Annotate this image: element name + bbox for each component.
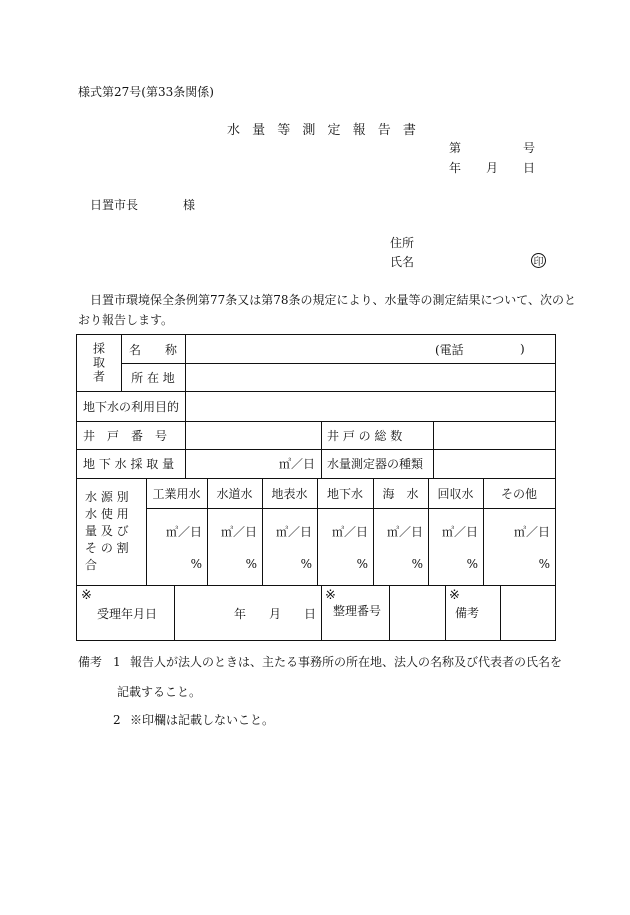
purpose-label: 地下水の利用目的 bbox=[83, 399, 180, 414]
source-header-2: 地表水 bbox=[271, 486, 308, 501]
receipt-year: 年 bbox=[234, 607, 247, 621]
intake-label: 地 下 水 採 取 量 bbox=[83, 457, 175, 471]
source-unit-percent: % bbox=[300, 557, 312, 571]
document-number-prefix: 第 bbox=[449, 141, 462, 155]
source-unit-m3: ㎥／日 bbox=[513, 525, 550, 539]
receipt-date-label: 受理年月日 bbox=[97, 607, 158, 621]
intake-field[interactable] bbox=[185, 449, 321, 478]
receipt-date-field[interactable] bbox=[174, 585, 321, 640]
meter-type-field[interactable] bbox=[433, 449, 555, 478]
date-day: 日 bbox=[523, 161, 536, 175]
form-number: 様式第27号(第33条関係) bbox=[78, 85, 214, 99]
source-value-6[interactable] bbox=[483, 508, 555, 585]
remarks-field[interactable] bbox=[500, 585, 555, 640]
intro-line-1: 日置市環境保全条例第77条又は第78条の規定により、水量等の測定結果について、次のと bbox=[90, 293, 577, 307]
note-1-line-1: 報告人が法人のときは、主たる事務所の所在地、法人の名称及び代表者の氏名を bbox=[130, 655, 563, 669]
note-1-line-2: 記載すること。 bbox=[117, 685, 202, 699]
note-2-number: 2 bbox=[113, 713, 121, 727]
source-unit-percent: % bbox=[356, 557, 368, 571]
source-unit-percent: % bbox=[190, 557, 202, 571]
source-value-4[interactable] bbox=[373, 508, 428, 585]
source-unit-percent: % bbox=[411, 557, 423, 571]
document-number-suffix: 号 bbox=[523, 141, 536, 155]
remarks-label: 備考 bbox=[455, 606, 480, 620]
source-unit-percent: % bbox=[538, 557, 550, 571]
source-value-5[interactable] bbox=[428, 508, 483, 585]
source-header-4: 海 水 bbox=[382, 486, 419, 501]
addressee-honorific: 様 bbox=[183, 198, 196, 212]
source-value-3[interactable] bbox=[317, 508, 373, 585]
source-value-1[interactable] bbox=[207, 508, 262, 585]
name-field[interactable] bbox=[185, 335, 555, 363]
phone-close: ) bbox=[520, 342, 525, 356]
intro-line-2: おり報告します。 bbox=[78, 313, 174, 327]
serial-label: 整理番号 bbox=[333, 604, 382, 618]
well-number-label: 井 戸 番 号 bbox=[83, 428, 168, 443]
source-usage-label: 水 源 別 水 使 用 量 及 び そ の 割 合 bbox=[85, 490, 129, 572]
remarks-title: 備考 bbox=[78, 655, 103, 669]
note-1-number: 1 bbox=[113, 655, 121, 669]
name-field-label: 名 称 bbox=[128, 342, 177, 357]
seal-mark: 印 bbox=[531, 253, 546, 268]
well-total-label: 井 戸 の 総 数 bbox=[327, 428, 403, 443]
intake-unit: ㎥／日 bbox=[278, 457, 315, 471]
source-unit-percent: % bbox=[245, 557, 257, 571]
serial-field[interactable] bbox=[389, 585, 445, 640]
source-value-2[interactable] bbox=[262, 508, 317, 585]
source-unit-m3: ㎥／日 bbox=[386, 525, 423, 539]
collector-label: 採取者 bbox=[91, 342, 106, 384]
source-unit-m3: ㎥／日 bbox=[220, 525, 257, 539]
location-field[interactable] bbox=[185, 363, 555, 391]
note-2-text: ※印欄は記載しないこと。 bbox=[130, 713, 275, 727]
receipt-month: 月 bbox=[269, 607, 282, 621]
source-unit-m3: ㎥／日 bbox=[275, 525, 312, 539]
address-label: 住所 bbox=[390, 236, 415, 250]
well-total-field[interactable] bbox=[433, 421, 555, 449]
source-unit-m3: ㎥／日 bbox=[165, 525, 202, 539]
location-label: 所 在 地 bbox=[131, 370, 175, 385]
source-header-3: 地下水 bbox=[326, 486, 363, 501]
source-value-0[interactable] bbox=[146, 508, 207, 585]
source-unit-m3: ㎥／日 bbox=[441, 525, 478, 539]
note-mark: ※ bbox=[81, 588, 92, 603]
source-header-0: 工業用水 bbox=[152, 486, 201, 501]
note-mark-remarks: ※ bbox=[449, 588, 460, 603]
source-header-1: 水道水 bbox=[216, 486, 253, 501]
note-mark-serial: ※ bbox=[325, 588, 336, 603]
phone-label: (電話 bbox=[435, 342, 464, 357]
meter-type-label: 水量測定器の種類 bbox=[327, 457, 424, 471]
name-label: 氏名 bbox=[390, 255, 415, 269]
addressee-mayor: 日置市長 bbox=[90, 198, 139, 212]
receipt-day: 日 bbox=[304, 607, 317, 621]
date-month: 月 bbox=[486, 161, 499, 175]
well-number-field[interactable] bbox=[185, 421, 321, 449]
source-header-6: その他 bbox=[500, 486, 537, 501]
source-header-5: 回収水 bbox=[437, 486, 474, 501]
report-table bbox=[76, 334, 556, 641]
page-title: 水 量 等 測 定 報 告 書 bbox=[227, 123, 420, 138]
source-unit-m3: ㎥／日 bbox=[331, 525, 368, 539]
source-unit-percent: % bbox=[466, 557, 478, 571]
purpose-field[interactable] bbox=[185, 391, 555, 421]
date-year: 年 bbox=[449, 161, 462, 175]
